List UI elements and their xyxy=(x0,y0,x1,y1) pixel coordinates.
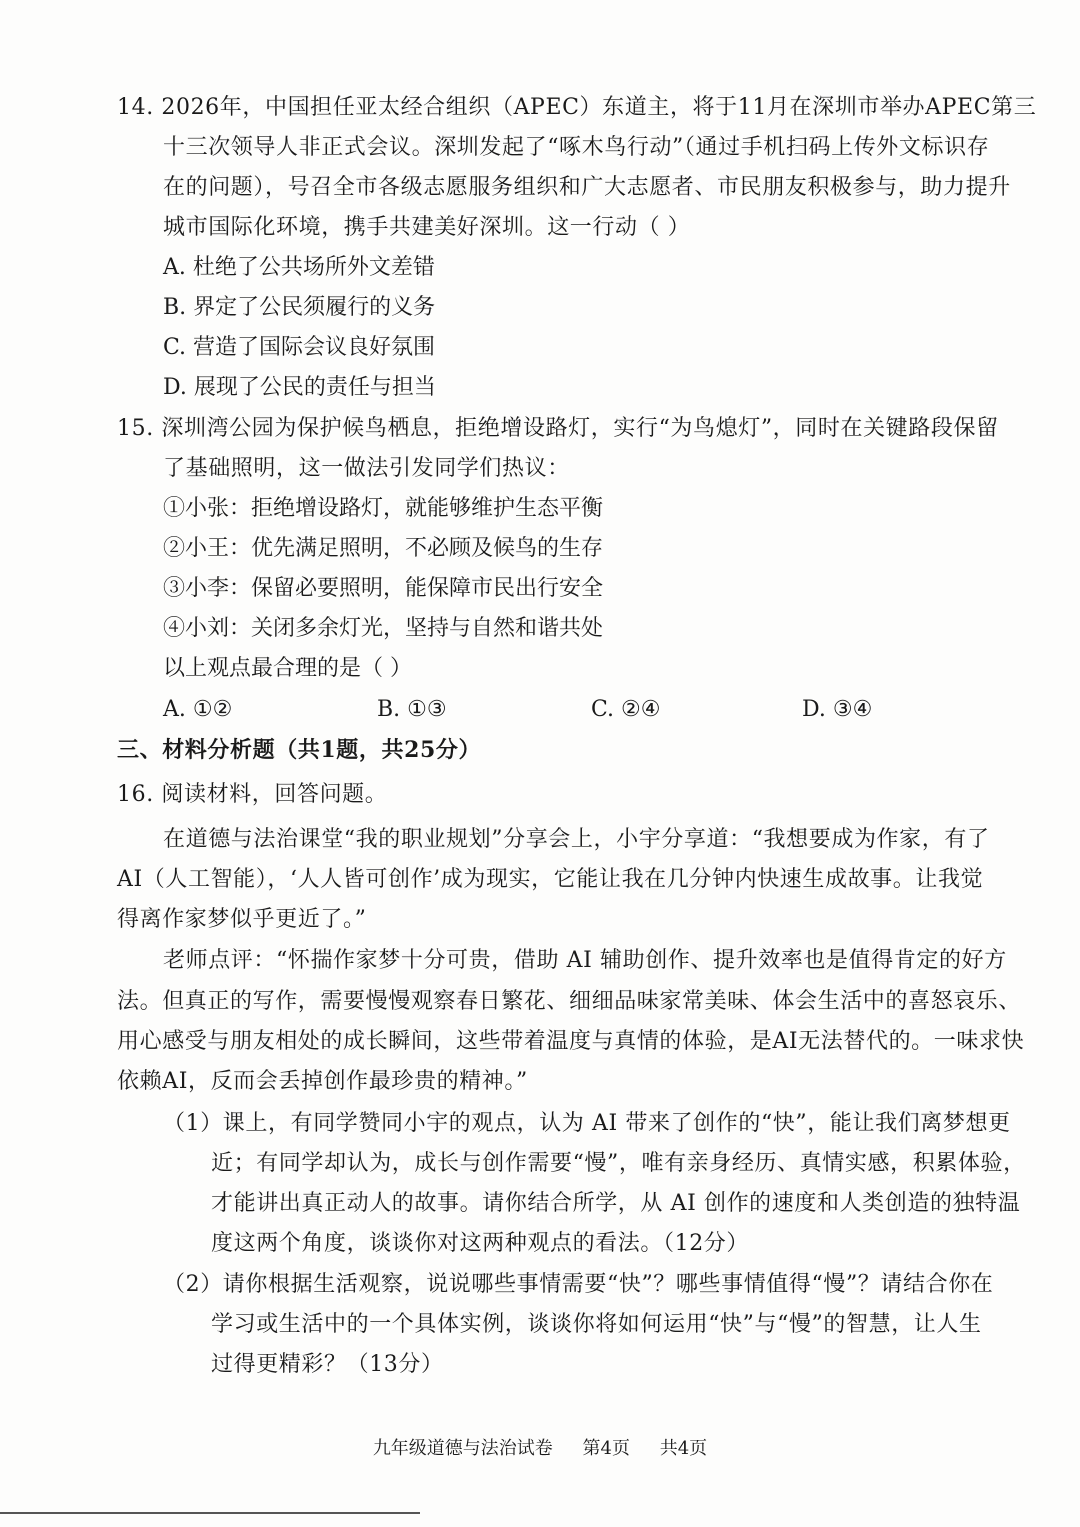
q16-material-2-line-3: 用心感受与朋友相处的成长瞬间，这些带着温度与真情的体验，是AI无法替代的。一味求快 xyxy=(117,1029,1025,1054)
q16-material-1-line-3: 得离作家梦似乎更近了。” xyxy=(117,907,367,932)
footer-page-number: 第4页 xyxy=(582,1438,630,1459)
q15-view-2: ②小王：优先满足照明，不必顾及候鸟的生存 xyxy=(163,536,604,561)
q15-option-d: D. ③④ xyxy=(802,697,873,722)
q16-sub1-line-1: （1）课上，有同学赞同小宇的观点，认为 AI 带来了创作的“快”，能让我们离梦想更 xyxy=(163,1111,1011,1136)
q16-material-1-line-1: 在道德与法治课堂“我的职业规划”分享会上，小宇分享道：“我想要成为作家，有了 xyxy=(163,827,990,852)
q14-line-2: 十三次领导人非正式会议。深圳发起了“啄木鸟行动”（通过手机扫码上传外文标识存 xyxy=(163,135,990,160)
q15-view-3: ③小李：保留必要照明，能保障市民出行安全 xyxy=(163,576,604,601)
q16-material-2-line-2: 法。但真正的写作，需要慢慢观察春日繁花、细细品味家常美味、体会生活中的喜怒哀乐、 xyxy=(117,989,1022,1014)
q15-option-c: C. ②④ xyxy=(591,697,661,722)
q14-line-4: 城市国际化环境，携手共建美好深圳。这一行动（ ） xyxy=(163,215,691,240)
q16-material-2-line-4: 依赖AI，反而会丢掉创作最珍贵的精神。” xyxy=(117,1069,528,1094)
footer-title: 九年级道德与法治试卷 xyxy=(372,1438,553,1459)
section-3-title: 三、材料分析题（共1题，共25分） xyxy=(117,737,482,763)
q15-view-1: ①小张：拒绝增设路灯，就能够维护生态平衡 xyxy=(163,496,604,521)
q15-prompt: 以上观点最合理的是（ ） xyxy=(163,656,412,681)
q16-sub1-line-2: 近；有同学却认为，成长与创作需要“慢”，唯有亲身经历、真情实感，积累体验， xyxy=(211,1151,1026,1176)
q15-option-b: B. ①③ xyxy=(377,697,447,722)
q14-option-c: C. 营造了国际会议良好氛围 xyxy=(163,335,436,360)
page-footer xyxy=(0,1436,1080,1462)
footer-page-total: 共4页 xyxy=(659,1438,708,1459)
q16-sub2-line-1: （2）请你根据生活观察，说说哪些事情需要“快”？哪些事情值得“慢”？请结合你在 xyxy=(163,1272,994,1297)
q14-option-b: B. 界定了公民须履行的义务 xyxy=(163,295,436,320)
q15-line-1: 15. 深圳湾公园为保护候鸟栖息，拒绝增设路灯，实行“为鸟熄灯”，同时在关键路段保留 xyxy=(117,416,999,441)
q16-head: 16. 阅读材料，回答问题。 xyxy=(117,782,388,807)
q14-option-d: D. 展现了公民的责任与担当 xyxy=(163,375,436,400)
q16-sub1-line-4: 度这两个角度，谈谈你对这两种观点的看法。（12分） xyxy=(211,1231,749,1256)
q16-sub2-line-3: 过得更精彩？（13分） xyxy=(211,1352,444,1377)
q14-option-a: A. 杜绝了公共场所外文差错 xyxy=(163,255,435,280)
q16-sub2-line-2: 学习或生活中的一个具体实例，谈谈你将如何运用“快”与“慢”的智慧，让人生 xyxy=(211,1312,982,1337)
scan-edge-line xyxy=(0,1512,420,1514)
q15-option-a: A. ①② xyxy=(163,697,233,722)
q14-line-3: 在的问题），号召全市各级志愿服务组织和广大志愿者、市民朋友积极参与，助力提升 xyxy=(163,175,1011,200)
q16-sub1-line-3: 才能讲出真正动人的故事。请你结合所学，从 AI 创作的速度和人类创造的独特温 xyxy=(211,1191,1021,1216)
q15-line-2: 了基础照明，这一做法引发同学们热议： xyxy=(163,456,570,481)
q14-line-1: 14. 2026年，中国担任亚太经合组织（APEC）东道主，将于11月在深圳市举办APEC第三 xyxy=(117,95,1037,120)
q16-material-2-line-1: 老师点评：“怀揣作家梦十分可贵，借助 AI 辅助创作、提升效率也是值得肯定的好方 xyxy=(163,948,1007,973)
q16-material-1-line-2: AI（人工智能），‘人人皆可创作’成为现实，它能让我在几分钟内快速生成故事。让我觉 xyxy=(117,867,984,892)
q15-view-4: ④小刘：关闭多余灯光，坚持与自然和谐共处 xyxy=(163,616,604,641)
